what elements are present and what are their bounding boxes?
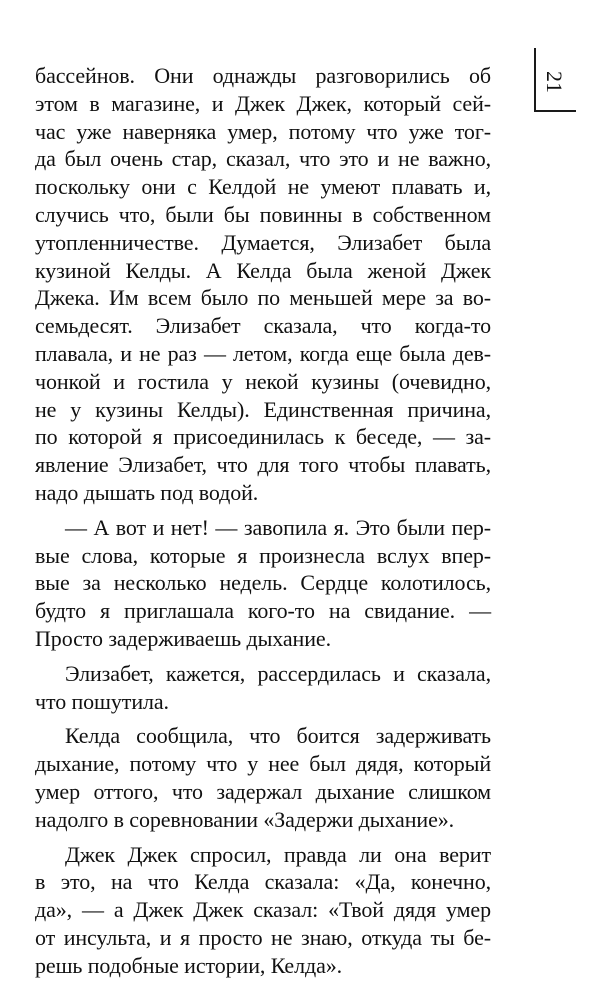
text-line: Элизабет, кажется, рассердилась и сказала,: [65, 660, 491, 686]
paragraph-gap: [35, 834, 491, 841]
text-line: кузиной Келды. А Келда была женой Джек: [35, 257, 491, 283]
paragraph: [35, 514, 491, 653]
text-line: чонкой и гостила у некой кузины (очевидно,: [35, 368, 491, 394]
text-line: случись что, были бы повинны в собственном: [35, 201, 491, 227]
text-line: Джека. Им всем было по меньшей мере за во-: [35, 285, 491, 311]
paragraph-gap: [35, 715, 491, 722]
text-line: поскольку они с Келдой не умеют плавать и,: [35, 174, 491, 200]
text-line: умер оттого, что задержал дыхание слишком: [35, 778, 491, 804]
text-line: надо дышать под водой.: [35, 479, 259, 505]
text-line: Просто задерживаешь дыхание.: [35, 625, 331, 651]
paragraph: [35, 841, 491, 980]
text-line: по которой я присоединилась к беседе, — за-: [35, 424, 491, 450]
body-text: [35, 62, 491, 980]
text-line: дыхание, потому что у нее был дядя, который: [35, 751, 491, 777]
text-line: этом в магазине, и Джек Джек, который сей-: [35, 90, 491, 116]
text-line: будто я приглашала кого-то на свидание. —: [35, 598, 491, 624]
page-number: 21: [542, 71, 567, 93]
text-line: плавала, и не раз — летом, когда еще была дев-: [35, 340, 491, 366]
text-line: да был очень стар, сказал, что это и не важно,: [35, 146, 491, 172]
text-line: что пошутила.: [35, 688, 169, 714]
text-line: час уже наверняка умер, потому что уже тог-: [35, 118, 491, 144]
text-line: Келда сообщила, что боится задерживать: [65, 723, 491, 749]
text-line: надолго в соревновании «Задержи дыхание».: [35, 806, 455, 832]
text-line: вые слова, которые я произнесла вслух впер-: [35, 542, 491, 568]
text-line: не у кузины Келды). Единственная причина,: [35, 396, 491, 422]
text-line: да», — а Джек Джек сказал: «Твой дядя умер: [35, 897, 491, 923]
paragraph-gap: [35, 653, 491, 660]
paragraph: [35, 660, 491, 716]
text-line: бассейнов. Они однажды разговорились об: [35, 63, 491, 88]
text-line: в это, на что Келда сказала: «Да, конечно,: [35, 869, 491, 895]
paragraph-gap: [35, 507, 491, 514]
text-line: — А вот и нет! — завопила я. Это были пер-: [65, 514, 491, 540]
text-line: Джек Джек спросил, правда ли она верит: [65, 841, 491, 867]
text-line: вые за несколько недель. Сердце колотилось,: [35, 570, 491, 596]
text-line: утопленничестве. Думается, Элизабет была: [35, 229, 491, 255]
text-line: от инсульта, и я просто не знаю, откуда ты бе-: [35, 924, 491, 950]
text-line: семьдесят. Элизабет сказала, что когда-то: [35, 313, 491, 339]
text-line: явление Элизабет, что для того чтобы плавать,: [35, 452, 491, 478]
paragraph: [35, 722, 491, 833]
paragraph: [35, 62, 491, 507]
text-line: решь подобные истории, Келда».: [35, 952, 343, 978]
